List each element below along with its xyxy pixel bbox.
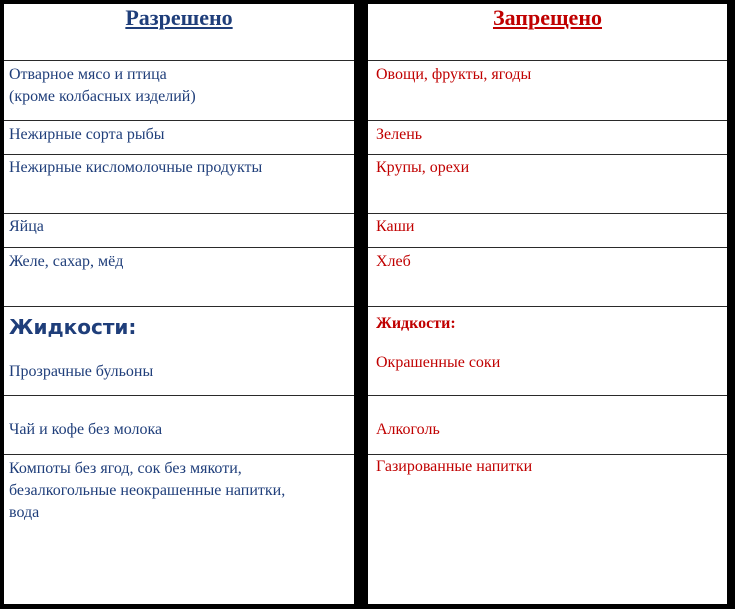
allowed-liquids-heading: Жидкости: [9,315,137,339]
forbidden-row [368,307,727,396]
allowed-item-line: Компоты без ягод, сок без мякоти, [9,460,242,477]
forbidden-item: Окрашенные соки [376,354,501,371]
forbidden-item: Газированные напитки [376,458,533,475]
allowed-row [4,396,354,455]
allowed-row [4,121,354,155]
forbidden-row [368,455,727,604]
allowed-item-line: (кроме колбасных изделий) [9,88,196,105]
allowed-header [4,4,354,61]
forbidden-item: Каши [376,218,415,235]
forbidden-header [368,4,727,61]
allowed-title: Разрешено [125,5,233,30]
forbidden-item: Зелень [376,126,423,143]
forbidden-title: Запрещено [492,5,602,30]
forbidden-row [368,121,727,155]
allowed-column [4,4,354,604]
forbidden-row [368,155,727,214]
allowed-item-line: безалкогольные неокрашенные напитки, [9,482,286,499]
forbidden-row [368,248,727,307]
allowed-item: Нежирные кисломолочные продукты [9,159,263,176]
allowed-item-line: Отварное мясо и птица [9,66,167,83]
allowed-item: Чай и кофе без молока [9,421,163,438]
allowed-item [9,458,285,524]
allowed-row [4,155,354,214]
forbidden-row [368,214,727,248]
allowed-item: Нежирные сорта рыбы [9,126,165,143]
forbidden-column [368,4,727,604]
allowed-item-line: вода [9,504,40,521]
forbidden-item: Овощи, фрукты, ягоды [376,66,532,83]
forbidden-liquids-heading: Жидкости: [376,315,456,332]
allowed-row [4,248,354,307]
forbidden-row [368,61,727,121]
allowed-row [4,455,354,604]
forbidden-item: Крупы, орехи [376,159,470,176]
allowed-item: Прозрачные бульоны [9,363,154,380]
allowed-item: Желе, сахар, мёд [9,253,124,270]
allowed-item: Яйца [9,218,44,235]
allowed-row [4,307,354,396]
forbidden-item: Хлеб [376,253,411,270]
forbidden-item: Алкоголь [376,421,440,438]
allowed-item [9,64,196,108]
allowed-row [4,214,354,248]
allowed-row [4,61,354,121]
forbidden-row [368,396,727,455]
